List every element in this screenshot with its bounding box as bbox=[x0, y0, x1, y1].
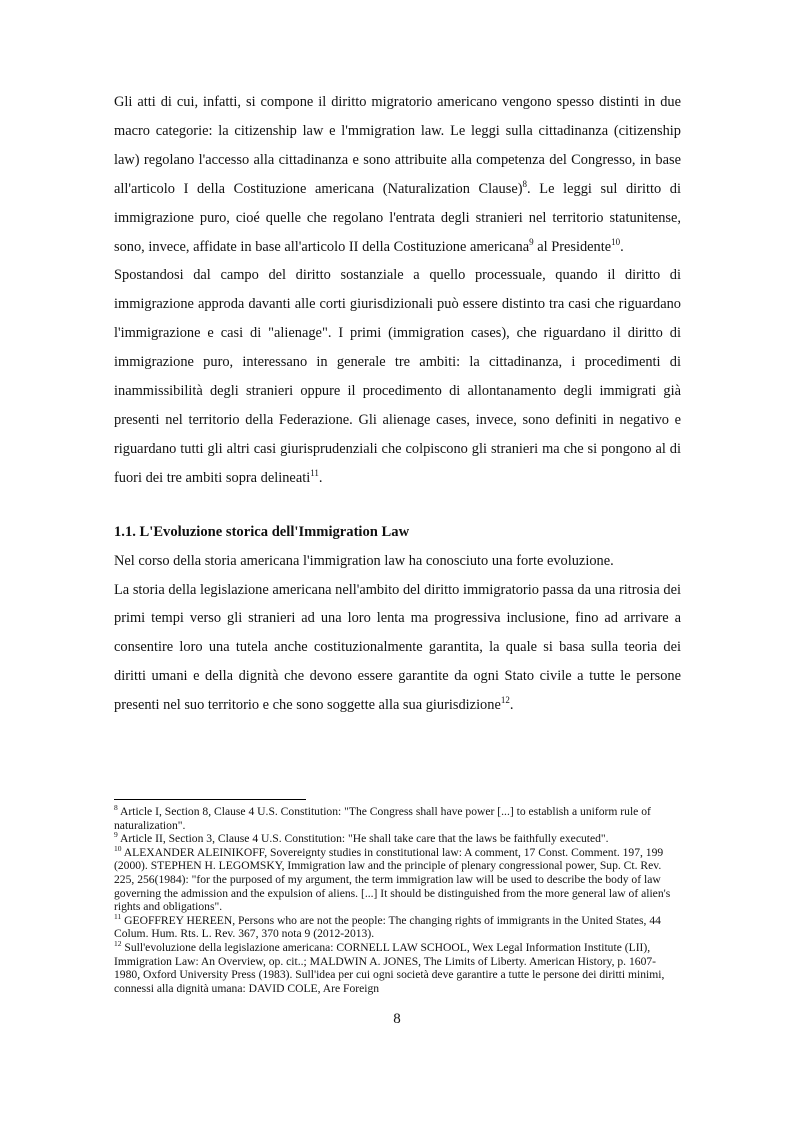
paragraph-evolution-intro bbox=[114, 547, 681, 576]
paragraph-immigration-cases bbox=[114, 261, 681, 492]
footnote-11 bbox=[114, 911, 681, 941]
text-run: . Le leggi sul diritto di immigrazione puro, cioé quelle che regolano l'entrata degli stranieri nel territorio statunitense, sono, invece, affidate in base all'articolo II della Costituzione americana bbox=[114, 180, 682, 255]
paragraph-citizenship-immigration-law bbox=[114, 88, 681, 261]
footnote-text: Article I, Section 8, Clause 4 U.S. Constitution: "The Congress shall have power [...] to establish a uniform rule of naturalization". bbox=[114, 805, 651, 832]
footnote-number: 12 bbox=[114, 939, 122, 949]
text-run: . bbox=[620, 238, 624, 255]
section-heading: 1.1. L'Evoluzione storica dell'Immigration Law bbox=[114, 523, 410, 540]
text-run: La storia della legislazione americana nell'ambito del diritto immigratorio passa da una ritrosia dei primi tempi verso gli stranieri ad una loro lenta ma progressiva inclusione, fino ad arrivare a consentire loro una tutela anche costituzionalmente garantita, la quale si basa sulla teoria dei diritti umani e della dignità che devono essere garantite da ogni Stato civile a tutte le persone presenti nel suo territorio e che sono soggette alla sua giurisdizione bbox=[114, 581, 681, 714]
footnote-text: ALEXANDER ALEINIKOFF, Sovereignty studies in constitutional law: A comment, 17 Const. Comment. 197, 199 (2000). STEPHEN H. LEGOMSKY, Immigration law and the principle of plenary congressional power, Sup. Ct. Rev. 225, 256(1984): "for the purposed of my argument, the term immigration law will be used to describe the body of law governing the admission and the expulsion of aliens. [...] It should be distinguished from the more general law of alien's rights and obligations". bbox=[114, 845, 671, 914]
footnote-number: 8 bbox=[114, 803, 118, 813]
footnote-text: GEOFFREY HEREEN, Persons who are not the people: The changing rights of immigrants in the United States, 44 Colum. Hum. Rts. L. Rev. 367, 370 nota 9 (2012-2013). bbox=[114, 913, 661, 941]
text-run: Spostandosi dal campo del diritto sostanziale a quello processuale, quando il diritto di immigrazione approda davanti alle corti giurisdizionali può essere distinto tra casi che riguardano l'immigrazione e casi di "alienage". I primi (immigration cases), che riguardano il diritto di immigrazione puro, interessano in generale tre ambiti: la cittadinanza, i procedimenti di inammissibilità degli stranieri oppure il procedimento di allontanamento degli immigrati già presenti nel territorio della Federazione. Gli alienage cases, invece, sono definiti in negativo e riguardano tutti gli altri casi giurisprudenziali che colpiscono gli stranieri ma che si pongono al di fuori dei tre ambiti sopra delineati bbox=[114, 267, 681, 486]
footnote-10 bbox=[114, 843, 681, 914]
footnote-reference: 11 bbox=[310, 467, 319, 478]
footnote-12 bbox=[114, 941, 681, 995]
footnote-reference: 10 bbox=[611, 236, 621, 247]
text-run: al Presidente bbox=[533, 238, 612, 255]
footnote-8 bbox=[114, 805, 681, 832]
text-run: . bbox=[318, 469, 323, 486]
text-run: Nel corso della storia americana l'immigration law ha conosciuto una forte evoluzione. bbox=[114, 552, 614, 569]
footnote-number: 11 bbox=[114, 911, 122, 921]
paragraph-legislation-history bbox=[114, 576, 681, 721]
footnote-text: Article II, Section 3, Clause 4 U.S. Constitution: "He shall take care that the laws be faithfully executed". bbox=[117, 832, 609, 846]
text-run: . bbox=[509, 697, 514, 714]
footnote-number: 9 bbox=[114, 830, 118, 840]
footnote-reference: 12 bbox=[500, 695, 510, 706]
footnote-reference: 8 bbox=[522, 178, 528, 189]
footnote-text: Sull'evoluzione della legislazione americana: CORNELL LAW SCHOOL, Wex Legal Information Institute (LII), Immigration Law: An Overview, op. cit..; MALDWIN A. JONES, The Limits of Liberty. American History, p. 1607-1980, Oxford University Press (1983). Sull'idea per cui ogni società deve garantire a tutte le persone dei diritti minimi, connessi alla dignità umana: DAVID COLE, Are Foreign bbox=[114, 940, 665, 995]
footnote-9 bbox=[114, 832, 681, 846]
footnotes bbox=[114, 805, 681, 995]
page-body bbox=[114, 88, 681, 720]
footnote-number: 10 bbox=[114, 843, 122, 853]
footnote-reference: 9 bbox=[529, 236, 534, 247]
footnote-separator bbox=[114, 799, 306, 800]
page-number: 8 bbox=[393, 1011, 401, 1027]
text-run: Gli atti di cui, infatti, si compone il diritto migratorio americano vengono spesso distinti in due macro categorie: la citizenship law e l'mmigration law. Le leggi sulla cittadinanza (citizenship law) regolano l'accesso alla cittadinanza e sono attribuite alla competenza del Congresso, in base all'articolo I della Costituzione americana (Naturalization Clause) bbox=[114, 94, 681, 197]
